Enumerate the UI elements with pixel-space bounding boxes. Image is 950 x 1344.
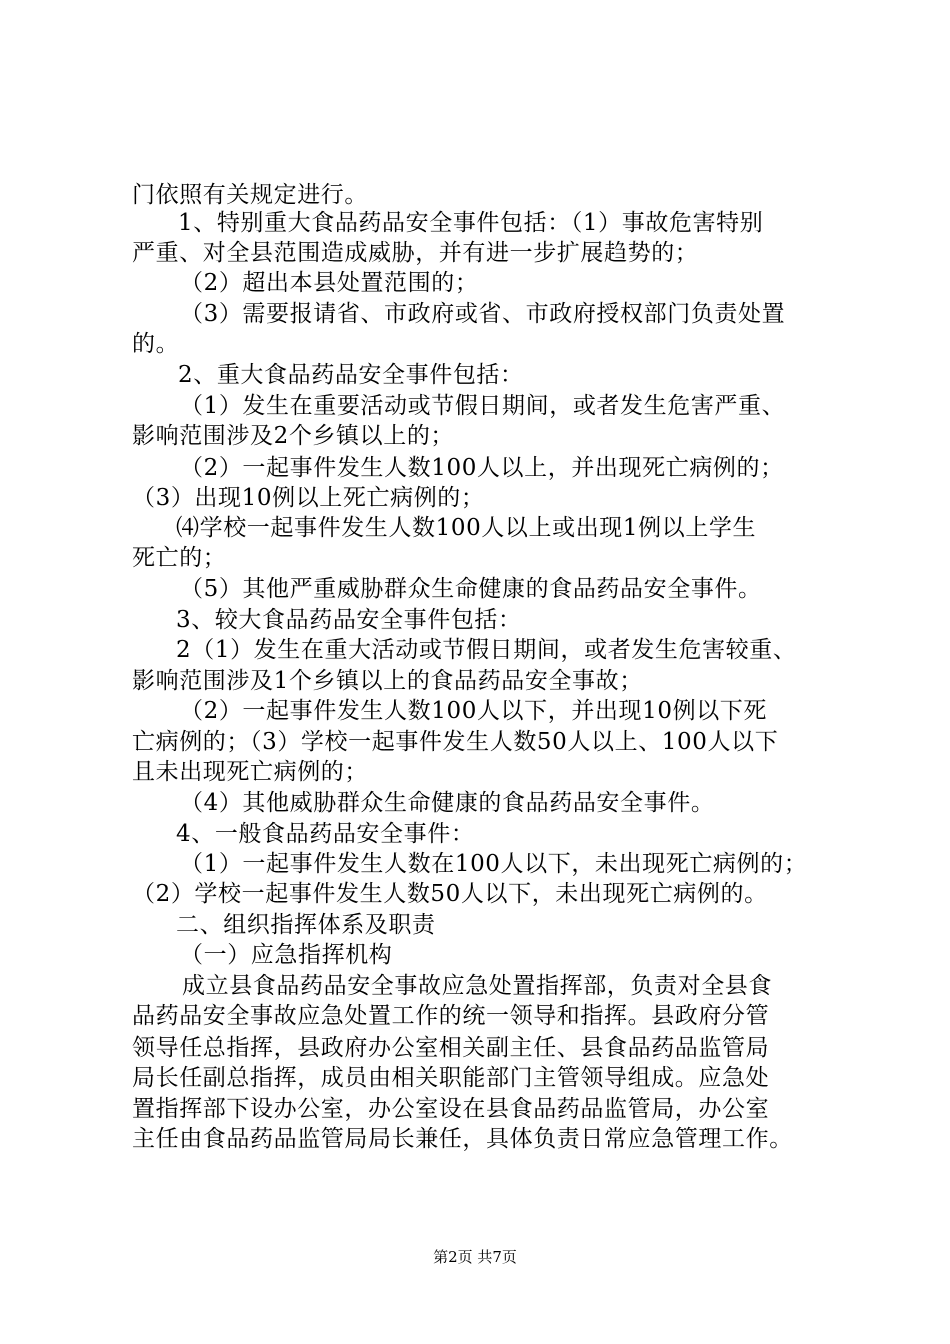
body-line: 局长任副总指挥，成员由相关职能部门主管领导组成。应急处 — [132, 1065, 770, 1091]
body-line: （1）一起事件发生人数在100人以下，未出现死亡病例的； — [180, 851, 808, 877]
body-line: 严重、对全县范围造成威胁，并有进一步扩展趋势的； — [132, 240, 699, 266]
body-line: 3、较大食品药品安全事件包括： — [176, 607, 522, 633]
body-line: 2、重大食品药品安全事件包括： — [178, 362, 524, 388]
body-line: 领导任总指挥，县政府办公室相关副主任、县食品药品监管局 — [132, 1035, 770, 1061]
body-line: （3）出现10例以上死亡病例的； — [132, 485, 485, 511]
body-line: 1、特别重大食品药品安全事件包括：（1）事故危害特别 — [178, 210, 764, 236]
body-line: 成立县食品药品安全事故应急处置指挥部，负责对全县食 — [182, 973, 772, 999]
body-line: （2）超出本县处置范围的； — [180, 270, 479, 296]
body-line: 影响范围涉及1个乡镇以上的食品药品安全事故； — [132, 668, 643, 694]
body-line: （2）一起事件发生人数100人以下，并出现10例以下死 — [180, 698, 767, 724]
body-line: 4、一般食品药品安全事件： — [176, 821, 475, 847]
body-line: 品药品安全事故应急处置工作的统一领导和指挥。县政府分管 — [132, 1003, 770, 1029]
body-line: 死亡的； — [132, 545, 227, 571]
body-line: （4）其他威胁群众生命健康的食品药品安全事件。 — [180, 790, 715, 816]
body-line: ⑷学校一起事件发生人数100人以上或出现1例以上学生 — [176, 515, 757, 541]
page-number-footer: 第2页 共7页 — [433, 1248, 517, 1266]
body-line: （1）发生在重要活动或节假日期间，或者发生危害严重、 — [180, 393, 786, 419]
body-line: 亡病例的；（3）学校一起事件发生人数50人以上、100人以下 — [132, 729, 779, 755]
body-line: 主任由食品药品监管局局长兼任，具体负责日常应急管理工作。 — [132, 1126, 793, 1152]
body-line: （3）需要报请省、市政府或省、市政府授权部门负责处置 — [180, 301, 786, 327]
body-line: （2）一起事件发生人数100人以上，并出现死亡病例的； — [180, 455, 784, 481]
section-heading: 二、组织指挥体系及职责 — [176, 912, 436, 938]
body-line: 影响范围涉及2个乡镇以上的； — [132, 423, 455, 449]
body-line: 2（1）发生在重大活动或节假日期间，或者发生危害较重、 — [176, 637, 797, 663]
subsection-heading: （一）应急指挥机构 — [180, 942, 393, 968]
body-line: 的。 — [132, 331, 180, 357]
body-line: 门依照有关规定进行。 — [132, 182, 368, 208]
body-line: （2）学校一起事件发生人数50人以下，未出现死亡病例的。 — [132, 881, 768, 907]
body-line: 且未出现死亡病例的； — [132, 759, 368, 785]
body-line: 置指挥部下设办公室，办公室设在县食品药品监管局，办公室 — [132, 1096, 770, 1122]
body-line: （5）其他严重威胁群众生命健康的食品药品安全事件。 — [180, 576, 762, 602]
